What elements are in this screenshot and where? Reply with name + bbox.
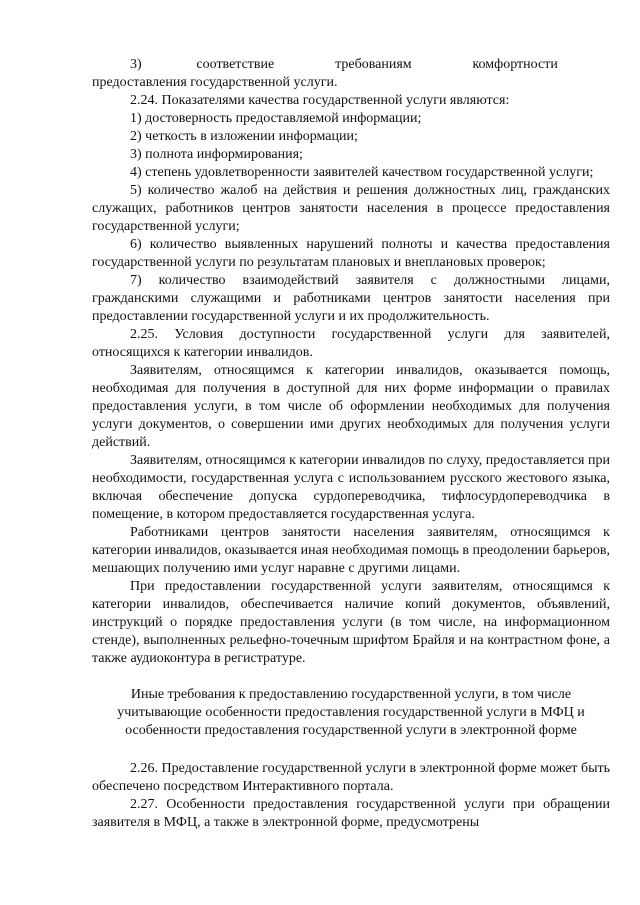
list-item-5: 5) количество жалоб на действия и решения должностных лиц, гражданских служащих, работников центров занятости населения в процессе предоставления государственной услуги;: [92, 183, 610, 234]
paragraph-2-25: 2.25. Условия доступности государственной услуги для заявителей, относящихся к категории инвалидов.: [92, 327, 610, 360]
paragraph-hearing: Заявителям, относящимся к категории инвалидов по слуху, предоставляется при необходимости, государственная услуга с использованием русского жестового языка, включая обеспечение допуска сурдопереводчика, тифлосурдопереводчика в помещение, в котором предоставляется государственная услуга.: [92, 453, 610, 522]
paragraph-comfort: 3) соответствие требованиям комфортности предоставления государственной услуги.: [92, 57, 610, 90]
list-item-6: 6) количество выявленных нарушений полноты и качества предоставления государственной услуги по результатам плановых и внеплановых проверок;: [92, 237, 610, 270]
list-item-2: 2) четкость в изложении информации;: [130, 129, 358, 144]
list-item-7: 7) количество взаимодействий заявителя с должностными лицами, гражданскими служащими и работниками центров занятости населения при предоставлении государственной услуги и их продолжительность.: [92, 273, 610, 324]
list-item-4: 4) степень удовлетворенности заявителей качеством государственной услуги;: [130, 165, 594, 180]
paragraph-barriers: Работниками центров занятости населения заявителям, относящимся к категории инвалидов, оказывается иная необходимая помощь в преодолении барьеров, мешающих получению ими услуг наравне с другими лицами.: [92, 525, 610, 576]
paragraph-2-24: 2.24. Показателями качества государственной услуги являются:: [130, 93, 510, 108]
document-page: [92, 56, 610, 832]
paragraph-2-26: 2.26. Предоставление государственной услуги в электронной форме может быть обеспечено посредством Интерактивного портала.: [92, 761, 610, 794]
paragraph-braille: При предоставлении государственной услуги заявителям, относящимся к категории инвалидов, обеспечивается наличие копий документов, объявлений, инструкций о порядке предоставления услуги (в том числе, на информационном стенде), выполненных рельефно-точечным шрифтом Брайля и на контрастном фоне, а также аудиоконтура в регистратуре.: [92, 579, 610, 666]
section-heading: Иные требования к предоставлению государственной услуги, в том числе учитывающие особенности предоставления государственной услуги в МФЦ и особенности предоставления государственной услуги в электронной форме: [117, 687, 585, 738]
paragraph-2-27: 2.27. Особенности предоставления государственной услуги при обращении заявителя в МФЦ, а также в электронной форме, предусмотрены: [92, 797, 610, 830]
list-item-1: 1) достоверность предоставляемой информации;: [130, 111, 422, 126]
paragraph-assistance: Заявителям, относящимся к категории инвалидов, оказывается помощь, необходимая для получения в доступной для них форме информации о правилах предоставления услуги, в том числе об оформлении необходимых для получения услуги документов, о совершении ими других необходимых для получения услуги действий.: [92, 363, 610, 450]
list-item-3: 3) полнота информирования;: [130, 147, 303, 162]
